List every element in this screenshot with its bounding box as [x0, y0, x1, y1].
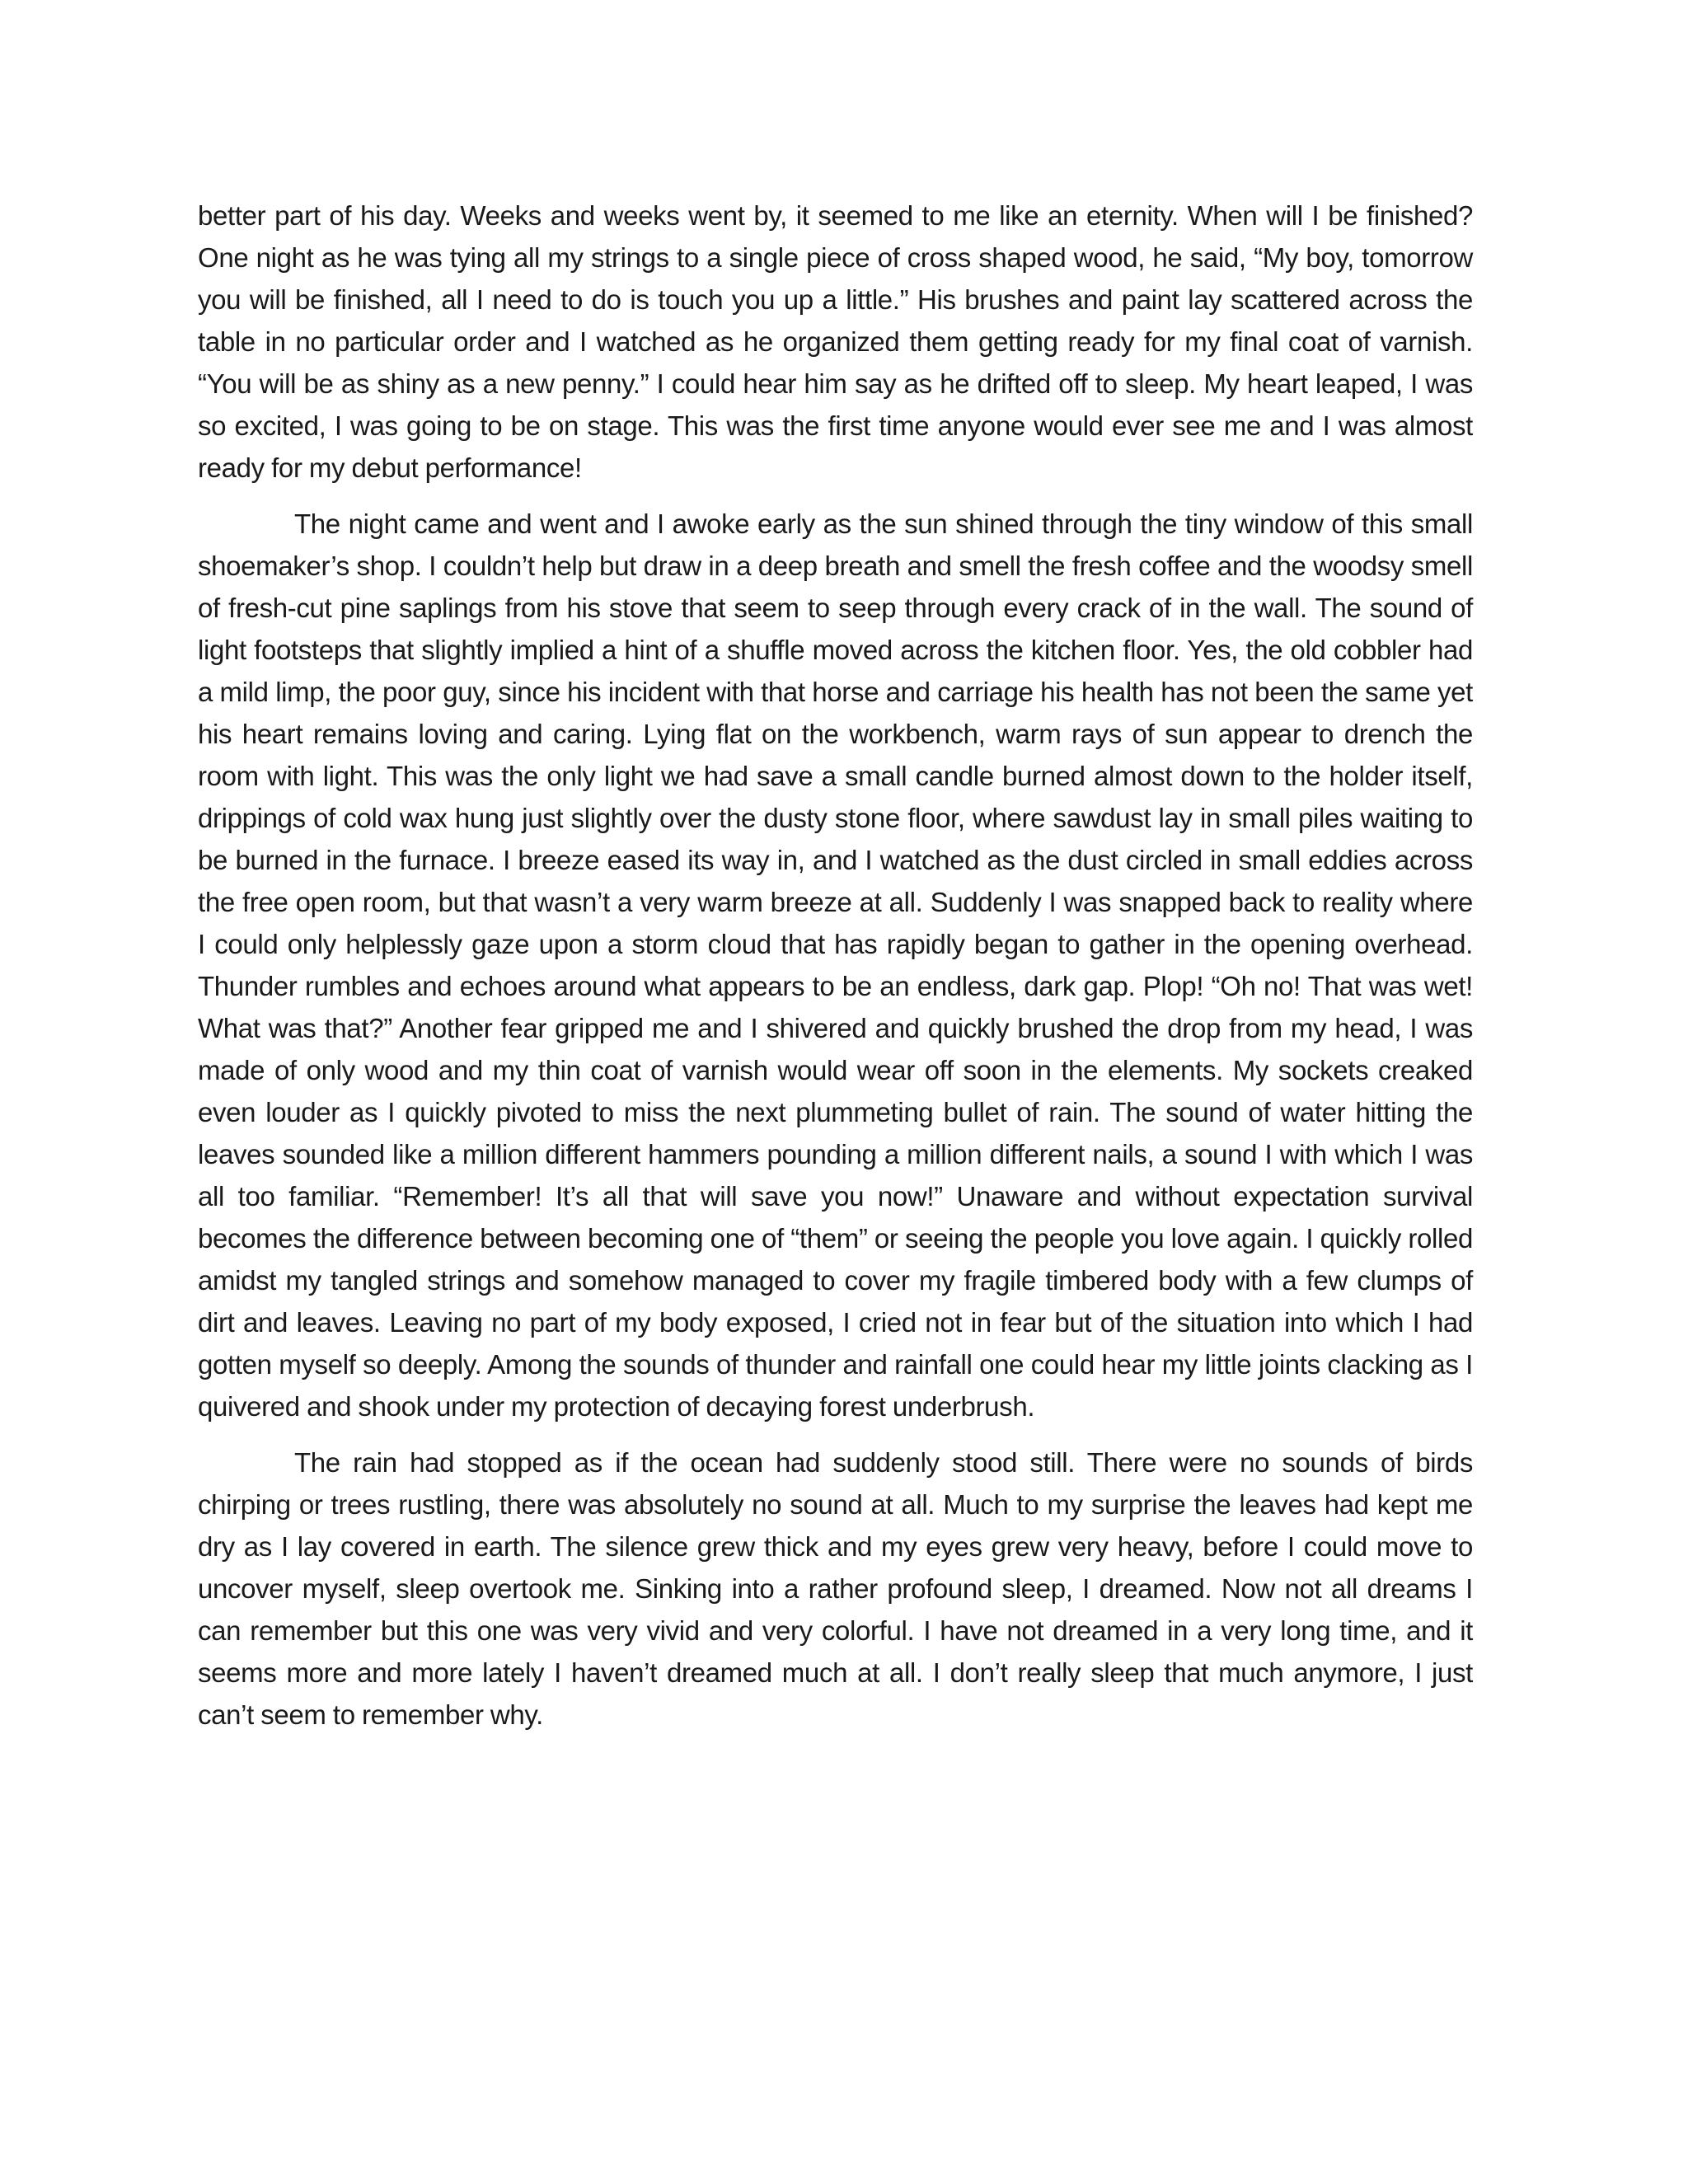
body-text — [198, 194, 1473, 1750]
paragraph-1: better part of his day. Weeks and weeks went by, it seemed to me like an eternity. When will I be finished? One night as he was tying all my strings to a single piece of cross shaped wood, he said, “My boy, tomorrow you will be finished, all I need to do is touch you up a little.” His brushes and paint lay scattered across the table in no particular order and I watched as he organized them getting ready for my final coat of varnish. “You will be as shiny as a new penny.” I could hear him say as he drifted off to sleep. My heart leaped, I was so excited, I was going to be on stage. This was the first time anyone would ever see me and I was almost ready for my debut performance! — [198, 200, 1473, 483]
paragraph-3: The rain had stopped as if the ocean had suddenly stood still. There were no sounds of birds chirping or trees rustling, there was absolutely no sound at all. Much to my surprise the leaves had kept me dry as I lay covered in earth. The silence grew thick and my eyes grew very heavy, before I could move to uncover myself, sleep overtook me. Sinking into a rather profound sleep, I dreamed. Now not all dreams I can remember but this one was very vivid and very colorful. I have not dreamed in a very long time, and it seems more and more lately I haven’t dreamed much at all. I don’t really sleep that much anymore, I just can’t seem to remember why. — [198, 1447, 1473, 1730]
paragraph-2: The night came and went and I awoke early as the sun shined through the tiny window of this small shoemaker’s shop. I couldn’t help but draw in a deep breath and smell the fresh coffee and the woodsy smell of fresh-cut pine saplings from his stove that seem to seep through every crack of in the wall. The sound of light footsteps that slightly implied a hint of a shuffle moved across the kitchen floor. Yes, the old cobbler had a mild limp, the poor guy, since his incident with that horse and carriage his health has not been the same yet his heart remains loving and caring. Lying flat on the workbench, warm rays of sun appear to drench the room with light. This was the only light we had save a small candle burned almost down to the holder itself, drippings of cold wax hung just slightly over the dusty stone floor, where sawdust lay in small piles waiting to be burned in the furnace. I breeze eased its way in, and I watched as the dust circled in small eddies across the free open room, but that wasn’t a very warm breeze at all. Suddenly I was snapped back to reality where I could only helplessly gaze upon a storm cloud that has rapidly began to gather in the opening overhead. Thunder rumbles and echoes around what appears to be an endless, dark gap. Plop! “Oh no! That was wet! What was that?” Another fear gripped me and I shivered and quickly brushed the drop from my head, I was made of only wood and my thin coat of varnish would wear off soon in the elements. My sockets creaked even louder as I quickly pivoted to miss the next plummeting bullet of rain. The sound of water hitting the leaves sounded like a million different hammers pounding a million different nails, a sound I with which I was all too familiar. “Remember! It’s all that will save you now!” Unaware and without expectation survival becomes the difference between becoming one of “them” or seeing the people you love again. I quickly rolled amidst my tangled strings and somehow managed to cover my fragile timbered body with a few clumps of dirt and leaves. Leaving no part of my body exposed, I cried not in fear but of the situation into which I had gotten myself so deeply. Among the sounds of thunder and rainfall one could hear my little joints clacking as I quivered and shook under my protection of decaying forest underbrush. — [198, 509, 1473, 1422]
